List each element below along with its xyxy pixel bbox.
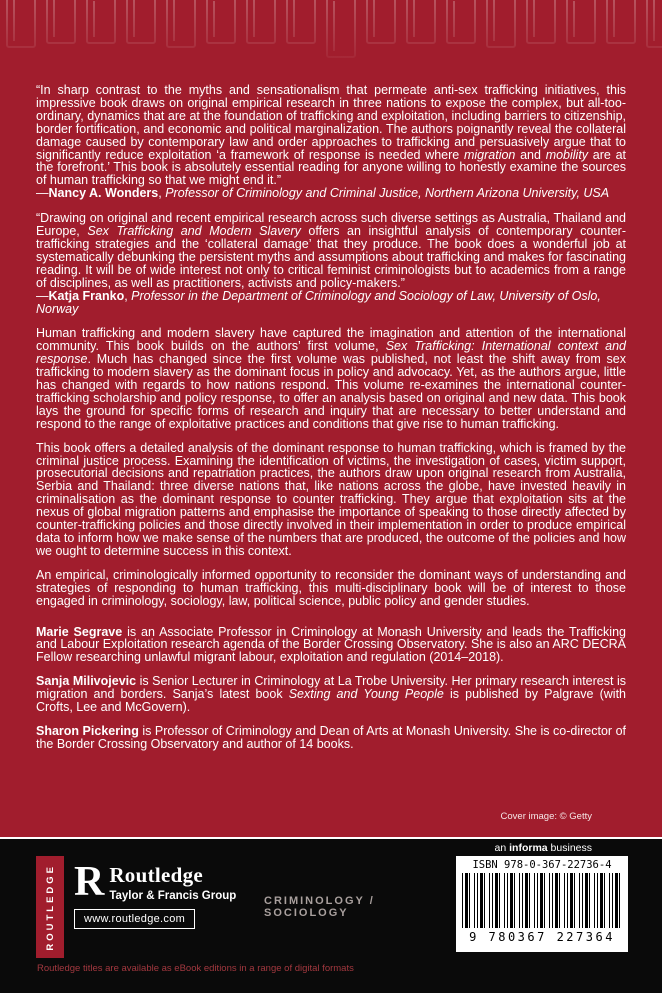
description-paragraph-1: Human trafficking and modern slavery have captured the imagination and attention of the international community. This book builds on the authors’ first volume, Sex Trafficking: International context and response. Much has changed since the first volume was published, not least the shift away from sex trafficking to modern slavery as the dominant focus in policy and advocacy. Yet, as the authors argue, little has changed with regards to how nations respond. This volume re-examines the international counter-trafficking scholarship and policy response, to offer an analysis based on original and new data. This book lays the ground for specific forms of research and inquiry that are necessary to better understand and respond to the range of exploitative practices and conditions that give rise to human trafficking. bbox=[36, 326, 627, 431]
routledge-r-mark: R bbox=[74, 859, 105, 905]
publisher-website: www.routledge.com bbox=[74, 909, 195, 929]
book-spine-pattern-fade bbox=[0, 0, 662, 72]
cover-image-credit: Cover image: © Getty bbox=[500, 811, 592, 822]
routledge-vertical-label: ROUTLEDGE bbox=[44, 863, 56, 951]
isbn-label: ISBN 978-0-367-22736-4 bbox=[472, 859, 612, 871]
barcode-bars bbox=[462, 873, 622, 928]
author-bio-marie-segrave: Marie Segrave is an Associate Professor in Criminology at Monash University and leads the Trafficking and Labour Exploitation research agenda of the Border Crossing Observatory. She is also an ARC DECRA Fellow researching unlawful migrant labour, exploitation and regulation (2014–2018). bbox=[36, 624, 626, 665]
publisher-group: Taylor & Francis Group bbox=[109, 890, 237, 902]
subject-category-label: CRIMINOLOGY / SOCIOLOGY bbox=[264, 895, 375, 919]
endorsement-quote-1: “In sharp contrast to the myths and sensationalism that permeate anti-sex trafficking initiatives, this impressive book draws on original empirical research in three nations to expose the complex, but all-too-ordinary, dynamics that are at the foundation of trafficking and exploitation, including barriers to citizenship, border fortification, and economic and political marginalization. The authors poignantly reveal the collateral damage caused by contemporary law and order approaches to trafficking and persuasively argue that to significantly reduce exploitation ‘a framework of response is needed where migration and mobility are at the forefront.’ This book is absolutely essential reading for anyone willing to honestly examine the sources of human trafficking so that we might end it.” bbox=[36, 83, 626, 188]
description-paragraph-3: An empirical, criminologically informed opportunity to reconsider the dominant ways of understanding and strategies of responding to human trafficking, this multi-disciplinary book will be of interest to those engaged in criminology, sociology, law, political science, public policy and gender studies. bbox=[36, 567, 626, 608]
author-bio-sharon-pickering: Sharon Pickering is Professor of Criminology and Dean of Arts at Monash University. She is co-director of the Border Crossing Observatory and author of 14 books. bbox=[36, 723, 626, 751]
publisher-bar bbox=[36, 856, 628, 958]
isbn-barcode-block bbox=[456, 856, 628, 952]
barcode-digits: 9 780367 227364 bbox=[469, 930, 615, 944]
back-cover-text bbox=[36, 84, 626, 762]
endorsement-quote-2: “Drawing on original and recent empirical research across such diverse settings as Australia, Thailand and Europe, Sex Trafficking and Modern Slavery offers an insightful analysis of contemporary counter-trafficking strategies and the ‘collateral damage’ that they produce. The book does a wonderful job at systematically debunking the persistent myths and assumptions about trafficking and makes for fascinating reading. It will be of wide interest not only to critical feminist criminologists but to academics from a range of disciplines, as well as practitioners, activists and policy-makers.” bbox=[36, 211, 626, 290]
routledge-vertical-strip bbox=[36, 856, 64, 958]
author-bio-sanja-milivojevic: Sanja Milivojevic is Senior Lecturer in Criminology at La Trobe University. Her primary research interest is migration and borders. Sanja’s latest book Sexting and Young People is published by Palgrave (with Crofts, Lee and McGovern). bbox=[36, 674, 627, 715]
publisher-name: Routledge bbox=[109, 863, 204, 887]
routledge-logo bbox=[74, 856, 252, 958]
informa-business-tagline: an informa business bbox=[494, 842, 592, 854]
endorsement-attribution-2: —Katja Franko, Professor in the Department of Criminology and Sociology of Law, University of Oslo, Norway bbox=[36, 288, 601, 316]
description-paragraph-2: This book offers a detailed analysis of the dominant response to human trafficking, which is framed by the criminal justice process. Examining the identification of victims, the investigation of cases, victim support, prosecutorial decisions and repatriation practices, the authors draw upon original research from Australia, Serbia and Thailand: three diverse nations that, like nations across the globe, have invested heavily in criminalisation as the dominant response to counter trafficking. They argue that exploitation sits at the nexus of global migration patterns and emphasise the importance of speaking to those directly affected by counter-trafficking policies and those directly involved in their implementation in order to produce empirical data to inform how we make sense of the numbers that are produced, the outcome of the policies and how we ought to determine success in this context. bbox=[36, 440, 626, 558]
ebook-availability-note: Routledge titles are available as eBook editions in a range of digital formats bbox=[37, 963, 354, 974]
endorsement-attribution-1: —Nancy A. Wonders, Professor of Criminology and Criminal Justice, Northern Arizona University, USA bbox=[36, 186, 610, 201]
bottom-publisher-band bbox=[0, 839, 662, 993]
